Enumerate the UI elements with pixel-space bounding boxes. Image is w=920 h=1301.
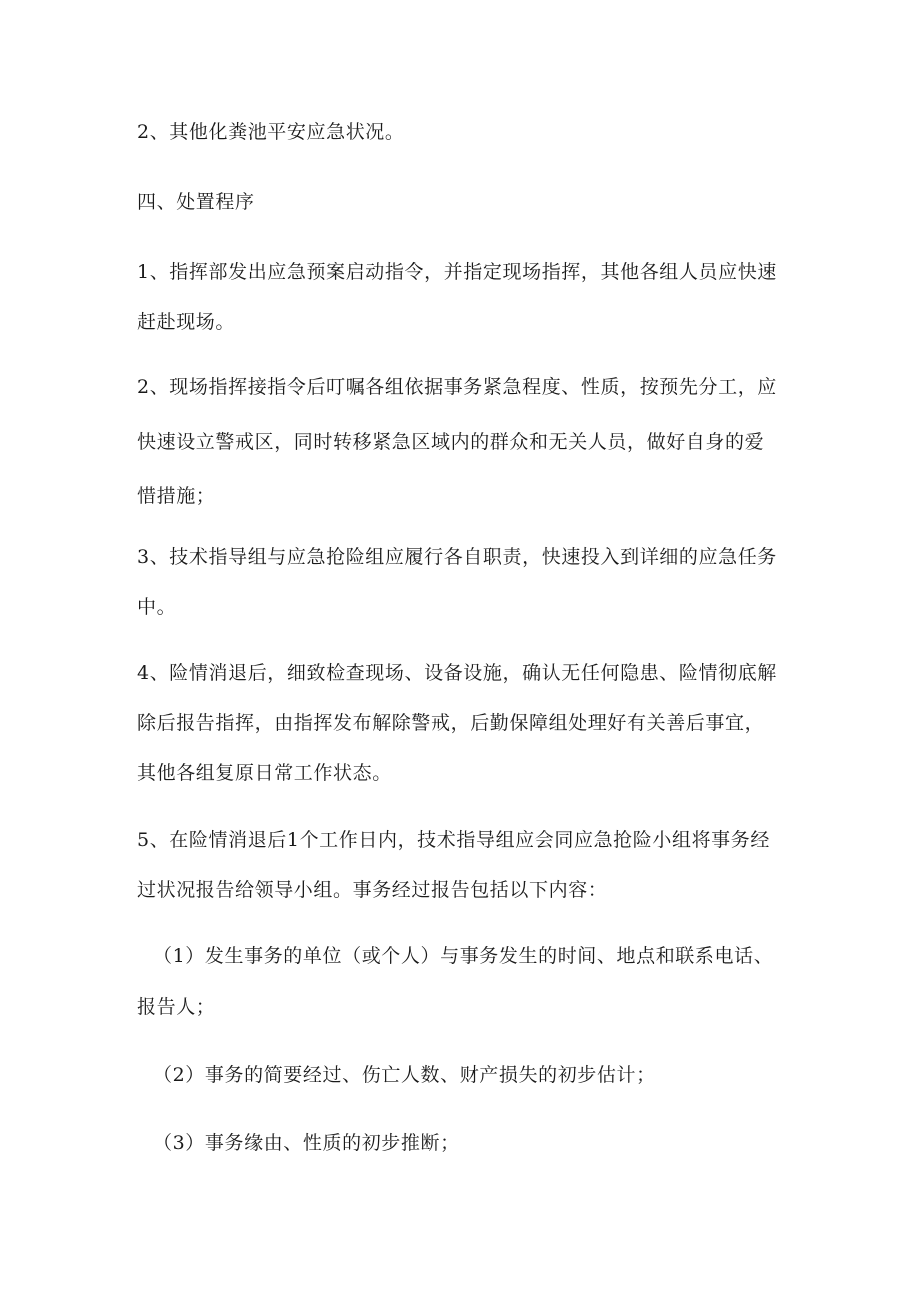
list-item-line: 报告人；	[137, 996, 216, 1018]
paragraph-line: 1、指挥部发出应急预案启动指令，并指定现场指挥，其他各组人员应快速	[137, 261, 777, 283]
paragraph-line: 5、在险情消退后1个工作日内，技术指导组应会同应急抢险小组将事务经	[137, 829, 770, 851]
list-item-line: （2）事务的简要经过、伤亡人数、财产损失的初步估计；	[153, 1064, 656, 1086]
list-item-line: （3）事务缘由、性质的初步推断；	[153, 1132, 460, 1154]
paragraph-line: 除后报告指挥，由指挥发布解除警戒，后勤保障组处理好有关善后事宜，	[137, 712, 765, 734]
paragraph-line: 过状况报告给领导小组。事务经过报告包括以下内容：	[137, 879, 608, 901]
paragraph-line: 4、险情消退后，细致检查现场、设备设施，确认无任何隐患、险情彻底解	[137, 662, 777, 684]
section-heading: 四、处置程序	[137, 191, 255, 213]
paragraph-line: 惜措施；	[137, 485, 216, 507]
paragraph-line: 2、其他化粪池平安应急状况。	[137, 121, 405, 143]
paragraph-line: 2、现场指挥接指令后叮嘱各组依据事务紧急程度、性质，按预先分工，应	[137, 376, 777, 398]
list-item-line: （1）发生事务的单位（或个人）与事务发生的时间、地点和联系电话、	[153, 945, 774, 967]
paragraph-line: 3、技术指导组与应急抢险组应履行各自职责，快速投入到详细的应急任务	[137, 546, 777, 568]
paragraph-line: 赶赴现场。	[137, 311, 236, 333]
paragraph-line: 快速设立警戒区，同时转移紧急区域内的群众和无关人员，做好自身的爱	[137, 431, 765, 453]
paragraph-line: 其他各组复原日常工作状态。	[137, 762, 392, 784]
paragraph-line: 中。	[137, 596, 177, 618]
